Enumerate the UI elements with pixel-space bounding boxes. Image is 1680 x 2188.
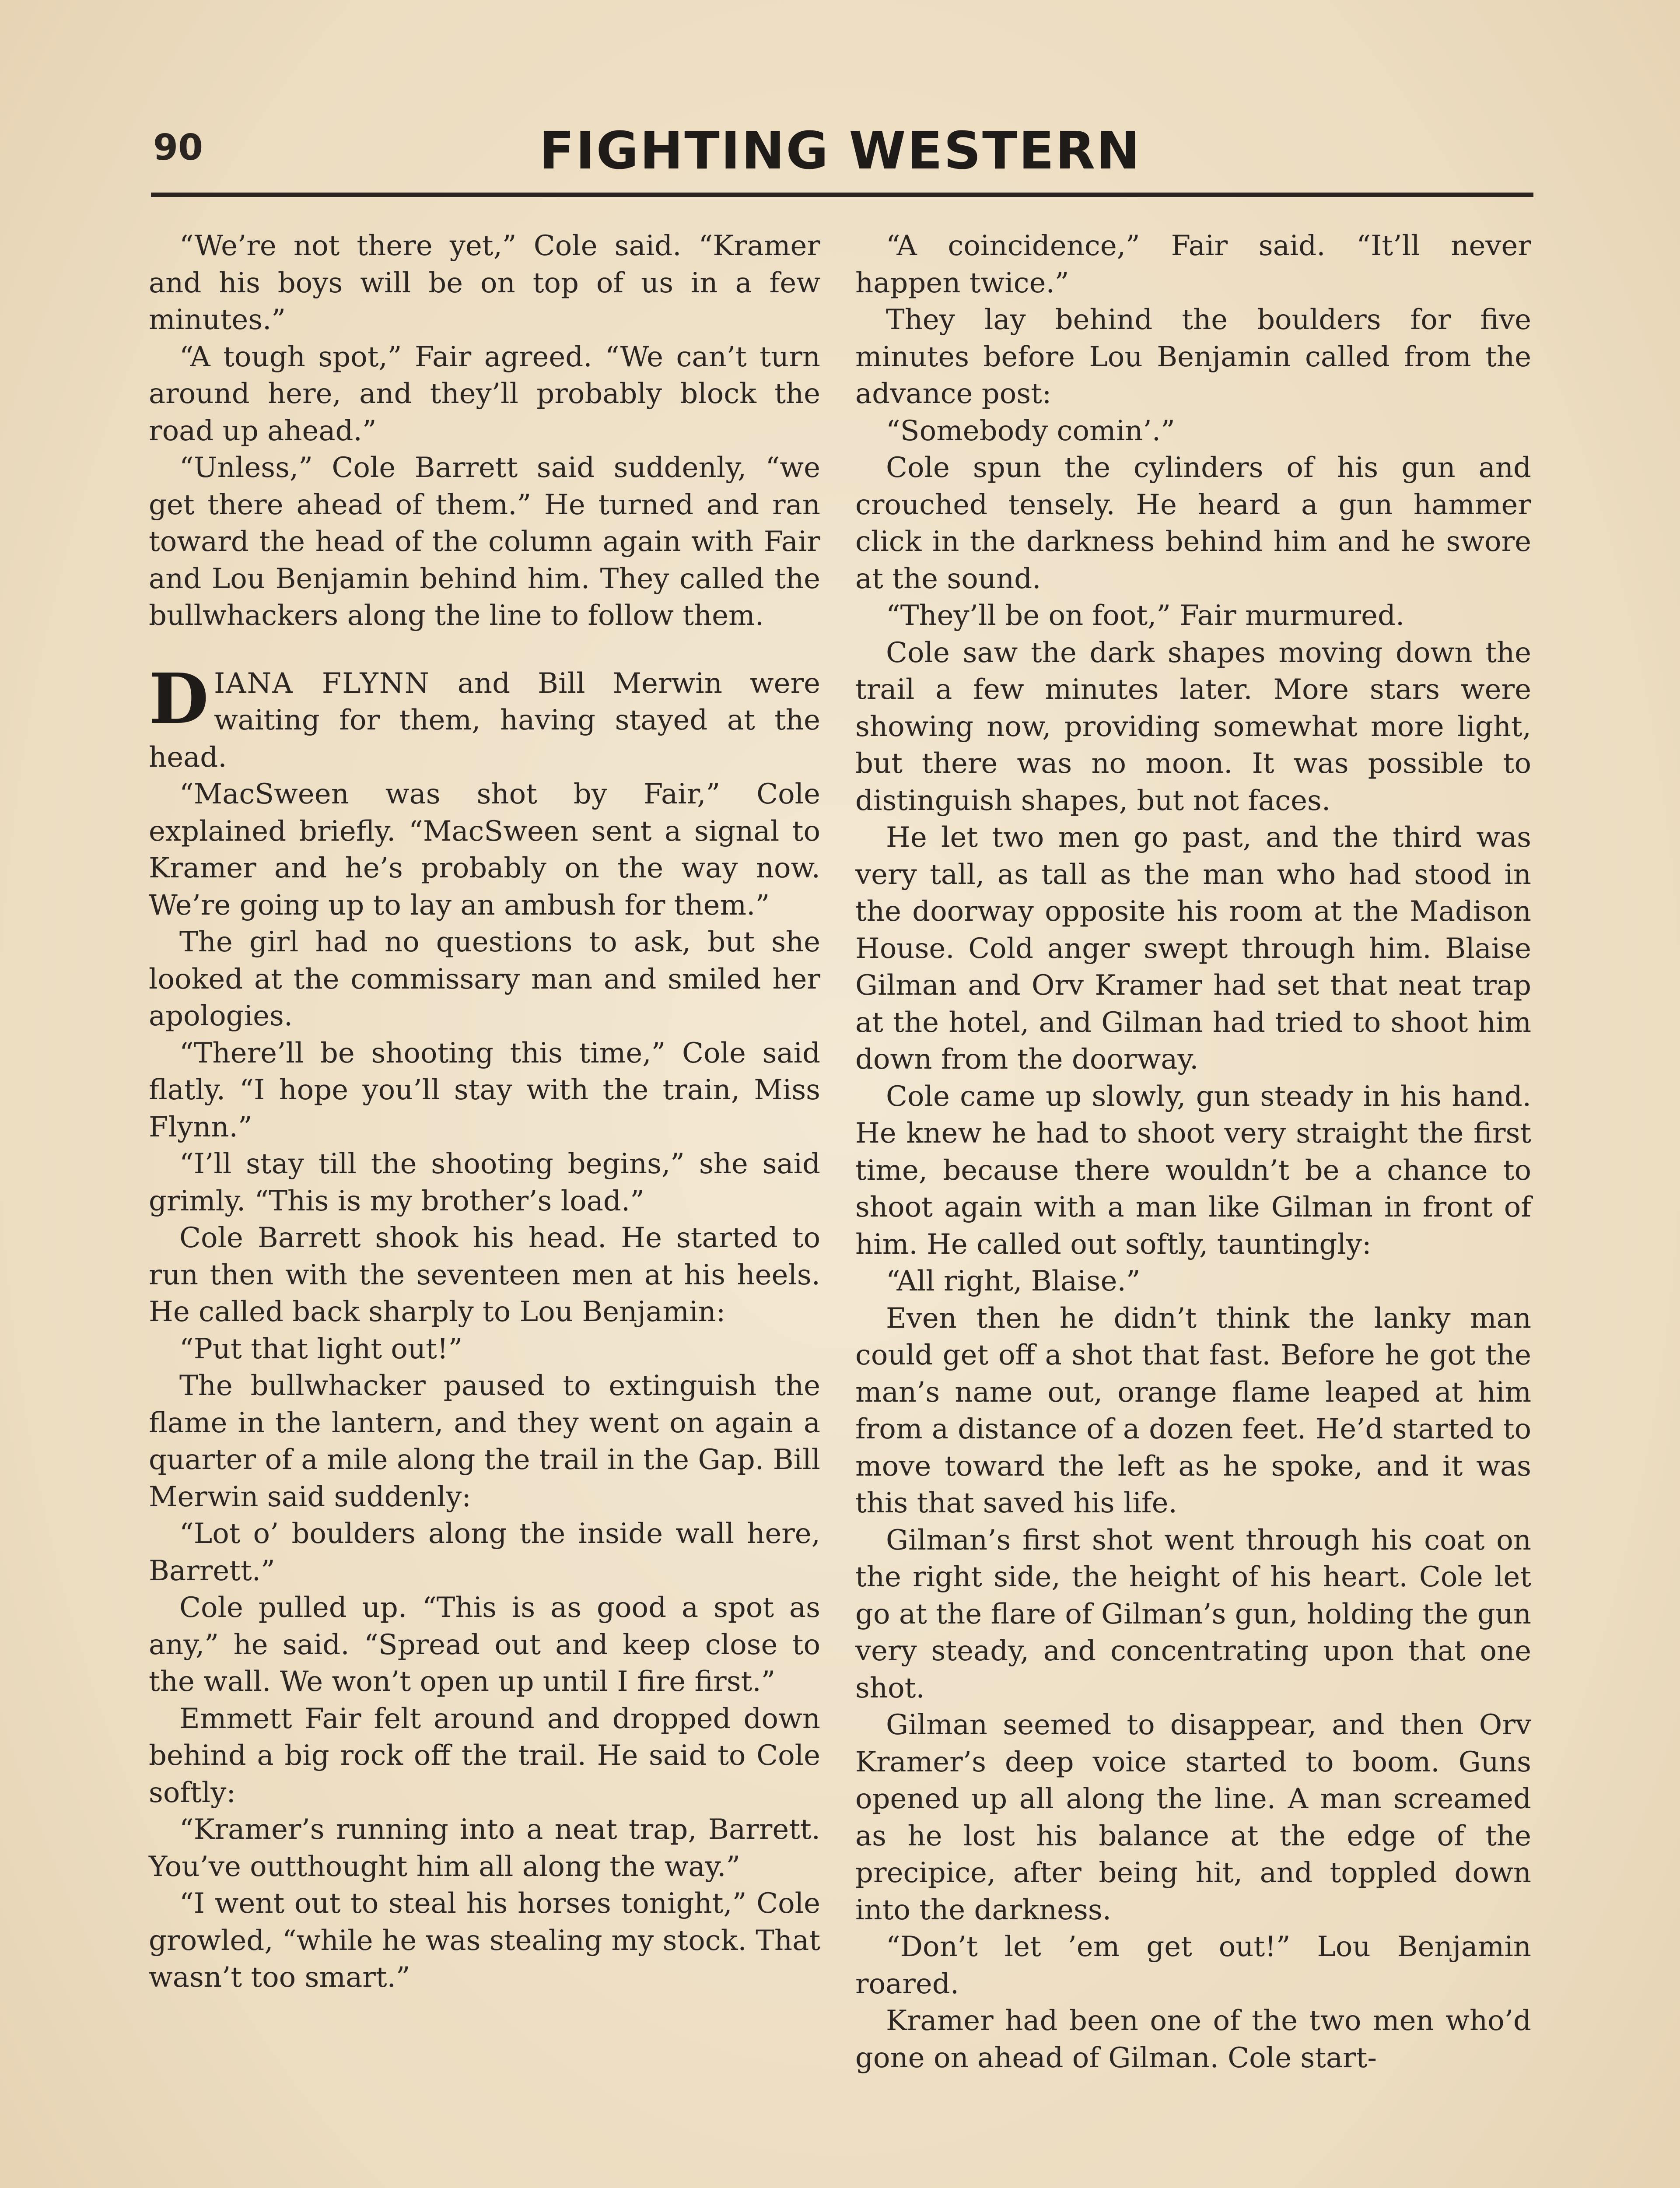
paragraph: “A coincidence,” Fair said. “It’ll never happen twice.” [855, 230, 1531, 299]
paragraph: “Lot o’ boulders along the inside wall here, Barrett.” [149, 1518, 820, 1587]
page-number: 90 [153, 127, 203, 168]
paragraph: Even then he didn’t think the lanky man could get off a shot that fast. Before he got the man’s name out, orange flame leaped at him from a distance of a dozen feet. He’d started to move toward the left as he spoke, and it was this that saved his life. [855, 1302, 1531, 1519]
drop-cap: D [149, 658, 209, 740]
paragraph: Gilman’s first shot went through his coat on the right side, the height of his heart. Cole let go at the flare of Gilman’s gun, holding the gun very steady, and concentrating upon that one shot. [855, 1524, 1531, 1704]
paragraph: Kramer had been one of the two men who’d gone on ahead of Gilman. Cole start- [855, 2005, 1531, 2074]
paragraph: “I went out to steal his horses tonight,” Cole growled, “while he was stealing my stock. That wasn’t too smart.” [149, 1887, 820, 1994]
right-column [855, 228, 1531, 2076]
paragraph: “There’ll be shooting this time,” Cole said flatly. “I hope you’ll stay with the train, Miss Flynn.” [149, 1037, 820, 1143]
paragraph: They lay behind the boulders for five minutes before Lou Benjamin called from the advance post: [855, 304, 1531, 410]
paragraph: Emmett Fair felt around and dropped down behind a big rock off the trail. He said to Cole softly: [149, 1702, 820, 1809]
section-start-paragraph [149, 658, 821, 776]
paragraph: The bullwhacker paused to extinguish the flame in the lantern, and they went on again a quarter of a mile along the trail in the Gap. Bill Merwin said suddenly: [149, 1370, 820, 1513]
paragraph: “They’ll be on foot,” Fair murmured. [886, 600, 1405, 632]
lead-in-caps: IANA FLYNN [214, 667, 430, 700]
paragraph: He let two men go past, and the third was very tall, as tall as the man who had stood in the doorway opposite his room at the Madison House. Cold anger swept through him. Blaise Gilman and Orv Kramer had set that neat trap at the hotel, and Gilman had tried to shoot him down from the doorway. [855, 821, 1531, 1076]
paragraph: “A tough spot,” Fair agreed. “We can’t turn around here, and they’ll probably block the road up ahead.” [149, 340, 820, 447]
paragraph: Cole Barrett shook his head. He started to run then with the seventeen men at his heels. He called back sharply to Lou Benjamin: [149, 1222, 820, 1328]
paragraph: Cole spun the cylinders of his gun and crouched tensely. He heard a gun hammer click in the darkness behind him and he swore at the sound. [855, 452, 1531, 595]
paragraph: “Somebody comin’.” [886, 414, 1175, 447]
paragraph: Gilman seemed to disappear, and then Orv Kramer’s deep voice started to boom. Guns opened up all along the line. A man screamed as he lost his balance at the edge of the precipice, after being hit, and toppled down into the darkness. [855, 1709, 1531, 1926]
paragraph-text: and Bill Merwin were waiting for them, having stayed at the head. [149, 667, 821, 774]
paragraph: “Kramer’s running into a neat trap, Barrett. You’ve outthought him all along the way.” [149, 1813, 820, 1883]
left-column [149, 228, 820, 1996]
paragraph: “MacSween was shot by Fair,” Cole explained briefly. “MacSween sent a signal to Kramer and he’s probably on the way now. We’re going up to lay an ambush for them.” [149, 778, 820, 922]
header-rule [151, 193, 1533, 197]
paragraph: “Put that light out!” [179, 1332, 463, 1365]
paragraph: The girl had no questions to ask, but she looked at the commissary man and smiled her apologies. [149, 926, 820, 1032]
running-title: FIGHTING WESTERN [539, 120, 1141, 181]
paragraph: “We’re not there yet,” Cole said. “Kramer and his boys will be on top of us in a few minutes.” [149, 230, 820, 336]
paragraph: “Don’t let ’em get out!” Lou Benjamin roared. [855, 1931, 1531, 2000]
paragraph: “I’ll stay till the shooting begins,” she said grimly. “This is my brother’s load.” [149, 1148, 820, 1217]
paragraph: Cole came up slowly, gun steady in his hand. He knew he had to shoot very straight the first time, because there wouldn’t be a chance to shoot again with a man like Gilman in front of him. He called out softly, tauntingly: [855, 1080, 1531, 1261]
paragraph: “All right, Blaise.” [886, 1265, 1141, 1297]
paragraph: Cole saw the dark shapes moving down the trail a few minutes later. More stars were showing now, providing somewhat more light, but there was no moon. It was possible to distinguish shapes, but not faces. [855, 636, 1531, 817]
paragraph: Cole pulled up. “This is as good a spot as any,” he said. “Spread out and keep close to the wall. We won’t open up until I fire first.” [149, 1592, 820, 1698]
paragraph: “Unless,” Cole Barrett said suddenly, “we get there ahead of them.” He turned and ran toward the head of the column again with Fair and Lou Benjamin behind him. They called the bullwhackers along the line to follow them. [149, 452, 820, 632]
